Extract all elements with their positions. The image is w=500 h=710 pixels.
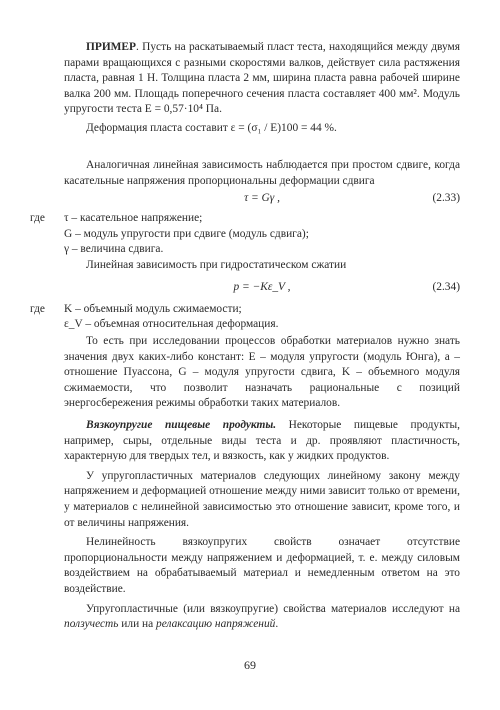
equation-2-33 (64, 191, 460, 207)
nonlinearity-paragraph: Нелинейность вязкоупругих свойств означает отсутствие пропорциональности между напряжением и деформацией, т. е. между силовым воздействием на обрабатываемый материал и немедленным ответом на это воздействие. (64, 536, 460, 595)
page-number: 69 (244, 658, 256, 672)
definition-item: ε_V – объемная относительная деформация. (64, 318, 279, 331)
viscoelastic-text: Некоторые пищевые продукты, например, сыры, отдельные виды теста и др. проявляют пластичность, характерную для твердых тел, и вязкость, как у жидких продуктов. (64, 419, 460, 463)
where-label: где (30, 302, 45, 315)
example-label: ПРИМЕР (86, 41, 136, 53)
where-label: где (30, 212, 45, 225)
relaxation-term: релаксацию напряжений (156, 618, 276, 631)
shear-definitions (30, 211, 460, 258)
equation-2-33-formula: τ = Gγ , (244, 192, 280, 205)
deformation-result: Деформация пласта составит ε = (σ₁ / E)100 = 44 %. (86, 121, 337, 134)
definition-item: K – объемный модуль сжимаемости; (64, 302, 242, 315)
hydro-section (30, 258, 460, 333)
equation-2-33-number: (2.33) (432, 192, 460, 205)
creep-term: ползучесть (64, 618, 119, 631)
hydro-definitions (30, 302, 460, 333)
hydro-intro: Линейная зависимость при гидростатическом сжатии (86, 259, 347, 271)
shear-section (30, 158, 460, 258)
summary-section (64, 334, 460, 412)
shear-intro: Аналогичная линейная зависимость наблюдается при простом сдвиге, когда касательные напряжения пропорциональны деформации сдвига (64, 159, 460, 187)
final-paragraph (64, 602, 460, 633)
final-text-mid: или на (118, 618, 157, 631)
equation-2-34 (64, 280, 460, 296)
equation-2-34-number: (2.34) (432, 280, 460, 293)
example-paragraph (64, 40, 460, 118)
viscoelastic-heading: Вязкоупругие пищевые продукты. (86, 419, 277, 431)
example-text: . Пусть на раскатываемый пласт теста, находящийся между двумя парами вращающихся с разными скоростями валков, действует сила растяжения пласта, равная 1 Н. Толщина пласта 2 мм, ширина пласта равна рабочей ширине валка 200 мм. Площадь поперечного сечения пласта составляет 400 мм². Модуль упругости теста E = 0,57·10⁴ Па. (64, 41, 460, 116)
definition-item: γ – величина сдвига. (64, 243, 164, 256)
viscoelastic-section (64, 418, 460, 633)
definition-item: G – модуль упругости при сдвиге (модуль сдвига); (64, 227, 309, 240)
linear-paragraph: У упругопластичных материалов следующих линейному закону между напряжением и деформацией отношение между ними зависит только от времени, у материалов с нелинейной зависимостью это отношение зависит, кроме того, и от величины напряжения. (64, 469, 460, 529)
example-section (64, 40, 460, 137)
final-text-start: Упругопластичные (или вязкоупругие) свойства материалов исследуют на (86, 602, 460, 615)
viscoelastic-paragraph (64, 418, 460, 465)
equation-2-34-formula: p = −Kε_V , (233, 280, 291, 293)
final-text-end: . (275, 618, 279, 631)
summary-paragraph: То есть при исследовании процессов обработки материалов нужно знать значения двух каких-либо констант: E – модуля упругости (модуль Юнга), a – отношение Пуассона, G – модуля упругости сдвига, K – объемного модуля сжимаемости, что позволит назначать рациональные с позиций энергосбережения режимы обработки таких материалов. (64, 335, 460, 410)
definition-item: τ – касательное напряжение; (64, 212, 203, 225)
